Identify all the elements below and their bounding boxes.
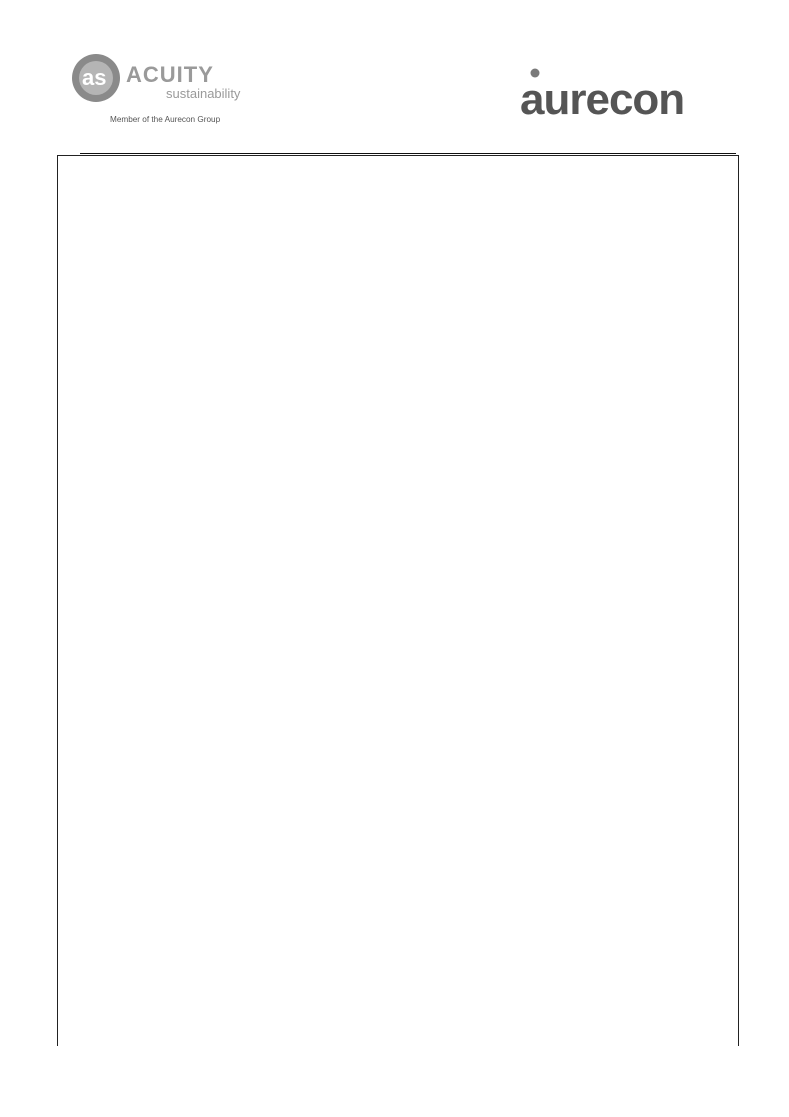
- svg-text:ACUITY: ACUITY: [126, 62, 214, 87]
- checklist-table: [57, 155, 739, 1046]
- svg-text:as: as: [82, 65, 107, 90]
- acuity-sustainability-logo: [68, 52, 268, 130]
- title-rule: [80, 153, 736, 154]
- aurecon-logo: [520, 64, 730, 124]
- svg-text:Member of the Aurecon Group: Member of the Aurecon Group: [110, 115, 221, 124]
- svg-text:aurecon: aurecon: [520, 75, 685, 124]
- svg-text:sustainability: sustainability: [166, 86, 241, 101]
